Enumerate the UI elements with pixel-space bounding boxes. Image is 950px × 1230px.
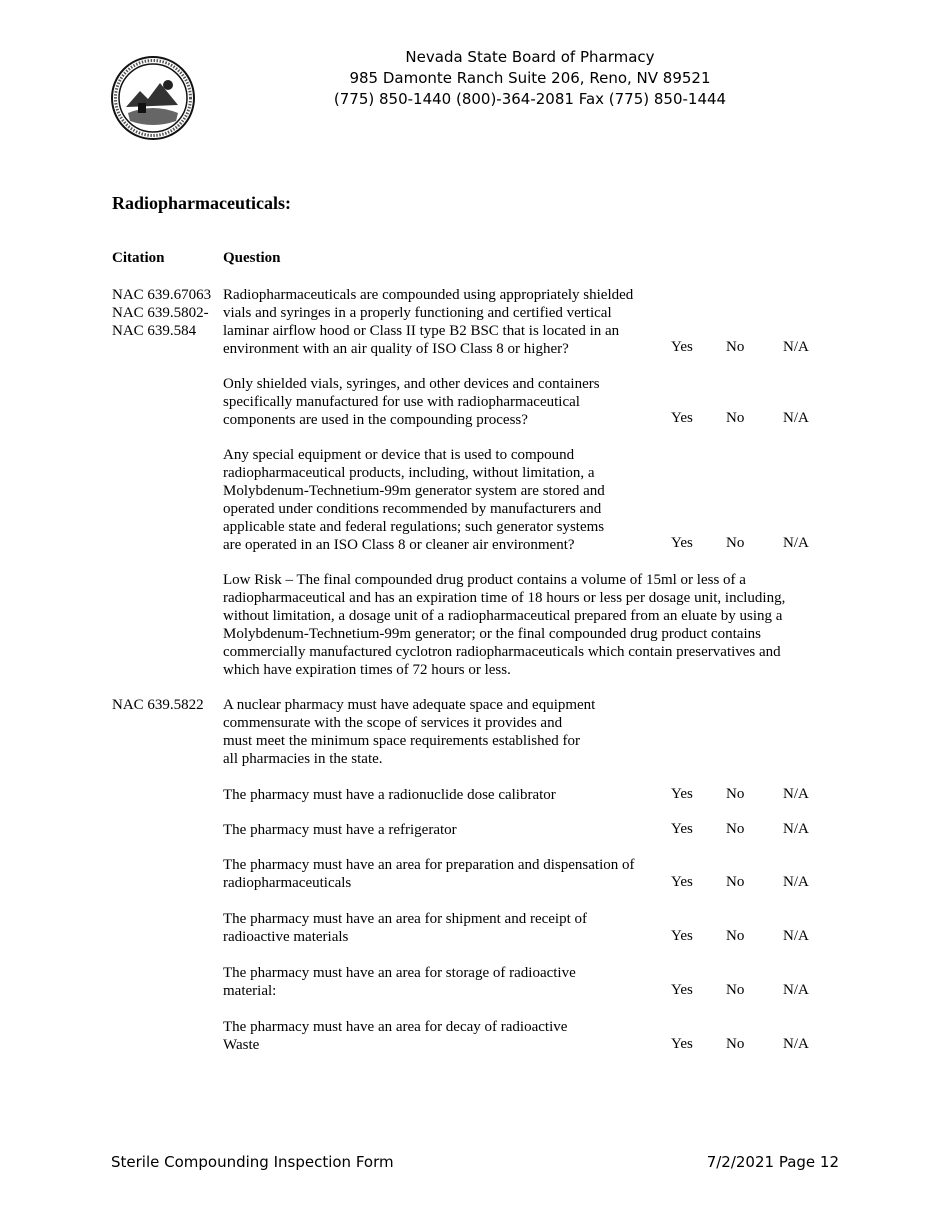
q1-na-option[interactable]: N/A	[783, 339, 809, 355]
question-line: radiopharmaceuticals	[223, 875, 352, 891]
question-2	[223, 375, 600, 429]
question-line: laminar airflow hood or Class II type B2 BSC that is located in an	[223, 323, 620, 339]
question-line: The pharmacy must have an area for preparation and dispensation of	[223, 857, 635, 873]
paragraph-line: Molybdenum-Technetium-99m generator; or the final compounded drug product contains	[223, 626, 761, 642]
citation-block-1	[112, 286, 211, 340]
question-line: operated under conditions recommended by manufacturers and	[223, 501, 602, 517]
question-dose-calibrator	[223, 786, 556, 804]
paragraph-line: commercially manufactured cyclotron radiopharmaceuticals which contain preservatives and	[223, 644, 781, 660]
question-line: Molybdenum-Technetium-99m generator system are stored and	[223, 483, 605, 499]
storage-area-no-option[interactable]: No	[726, 982, 745, 998]
question-line: The pharmacy must have an area for storage of radioactive	[223, 965, 576, 981]
paragraph-line: Low Risk – The final compounded drug product contains a volume of 15ml or less of a	[223, 572, 746, 588]
question-line: Only shielded vials, syringes, and other devices and containers	[223, 376, 600, 392]
paragraph-line: A nuclear pharmacy must have adequate space and equipment	[223, 697, 596, 713]
citation: NAC 639.5802-	[112, 305, 209, 321]
q3-na-option[interactable]: N/A	[783, 535, 809, 551]
nevada-state-seal	[110, 55, 196, 141]
question-line: environment with an air quality of ISO Class 8 or higher?	[223, 341, 569, 357]
question-line: Any special equipment or device that is used to compound	[223, 447, 575, 463]
question-storage-area	[223, 964, 576, 1000]
q2-na-option[interactable]: N/A	[783, 410, 809, 426]
storage-area-na-option[interactable]: N/A	[783, 982, 809, 998]
paragraph-line: all pharmacies in the state.	[223, 751, 383, 767]
question-decay-area	[223, 1018, 567, 1054]
question-3	[223, 446, 605, 554]
dose-calibrator-no-option[interactable]: No	[726, 786, 745, 802]
paragraph-line: without limitation, a dosage unit of a radiopharmaceutical prepared from an eluate by using a	[223, 608, 783, 624]
q1-yes-option[interactable]: Yes	[671, 339, 693, 355]
q3-yes-option[interactable]: Yes	[671, 535, 693, 551]
refrigerator-yes-option[interactable]: Yes	[671, 821, 693, 837]
shipment-area-no-option[interactable]: No	[726, 928, 745, 944]
question-line: The pharmacy must have an area for shipment and receipt of	[223, 911, 588, 927]
question-line: are operated in an ISO Class 8 or cleaner air environment?	[223, 537, 575, 553]
question-shipment-area	[223, 910, 587, 946]
decay-area-yes-option[interactable]: Yes	[671, 1036, 693, 1052]
org-address: 985 Damonte Ranch Suite 206, Reno, NV 89521	[349, 69, 711, 87]
dose-calibrator-yes-option[interactable]: Yes	[671, 786, 693, 802]
decay-area-no-option[interactable]: No	[726, 1036, 745, 1052]
question-line: vials and syringes in a properly functioning and certified vertical	[223, 305, 612, 321]
question-line: applicable state and federal regulations; such generator systems	[223, 519, 605, 535]
question-line: Radiopharmaceuticals are compounded using appropriately shielded	[223, 287, 634, 303]
q2-yes-option[interactable]: Yes	[671, 410, 693, 426]
question-line: Waste	[223, 1037, 260, 1053]
dose-calibrator-na-option[interactable]: N/A	[783, 786, 809, 802]
question-line: radioactive materials	[223, 929, 349, 945]
question-line: specifically manufactured for use with radiopharmaceutical	[223, 394, 580, 410]
question-line: The pharmacy must have a refrigerator	[223, 822, 457, 838]
citation-block-2	[112, 696, 204, 714]
q1-no-option[interactable]: No	[726, 339, 745, 355]
shipment-area-na-option[interactable]: N/A	[783, 928, 809, 944]
storage-area-yes-option[interactable]: Yes	[671, 982, 693, 998]
refrigerator-na-option[interactable]: N/A	[783, 821, 809, 837]
question-line: The pharmacy must have an area for decay of radioactive	[223, 1019, 568, 1035]
org-name: Nevada State Board of Pharmacy	[405, 48, 655, 66]
preparation-area-na-option[interactable]: N/A	[783, 874, 809, 890]
question-1	[223, 286, 633, 358]
shipment-area-yes-option[interactable]: Yes	[671, 928, 693, 944]
question-refrigerator	[223, 821, 457, 839]
question-preparation-area	[223, 856, 635, 892]
section-title: Radiopharmaceuticals:	[112, 193, 291, 213]
refrigerator-no-option[interactable]: No	[726, 821, 745, 837]
letterhead	[300, 47, 760, 110]
citation: NAC 639.5822	[112, 697, 204, 713]
question-line: components are used in the compounding process?	[223, 412, 528, 428]
citation-column-header: Citation	[112, 250, 165, 266]
q3-no-option[interactable]: No	[726, 535, 745, 551]
org-phones: (775) 850-1440 (800)-364-2081 Fax (775) 850-1444	[333, 90, 727, 108]
decay-area-na-option[interactable]: N/A	[783, 1036, 809, 1052]
paragraph-line: which have expiration times of 72 hours or less.	[223, 662, 511, 678]
paragraph-line: radiopharmaceutical and has an expiration time of 18 hours or less per dosage unit, including,	[223, 590, 786, 606]
question-line: radiopharmaceutical products, including, without limitation, a	[223, 465, 595, 481]
question-column-header: Question	[223, 250, 281, 266]
preparation-area-no-option[interactable]: No	[726, 874, 745, 890]
paragraph-line: commensurate with the scope of services it provides and	[223, 715, 563, 731]
paragraph-line: must meet the minimum space requirements established for	[223, 733, 580, 749]
low-risk-paragraph	[223, 571, 785, 679]
space-requirements-paragraph	[223, 696, 595, 768]
citation: NAC 639.584	[112, 323, 197, 339]
citation: NAC 639.67063	[112, 287, 212, 303]
question-line: The pharmacy must have a radionuclide dose calibrator	[223, 787, 556, 803]
q2-no-option[interactable]: No	[726, 410, 745, 426]
footer-date-page: 7/2/2021 Page 12	[706, 1153, 839, 1171]
preparation-area-yes-option[interactable]: Yes	[671, 874, 693, 890]
footer-form-title: Sterile Compounding Inspection Form	[111, 1153, 394, 1171]
question-line: material:	[223, 983, 277, 999]
